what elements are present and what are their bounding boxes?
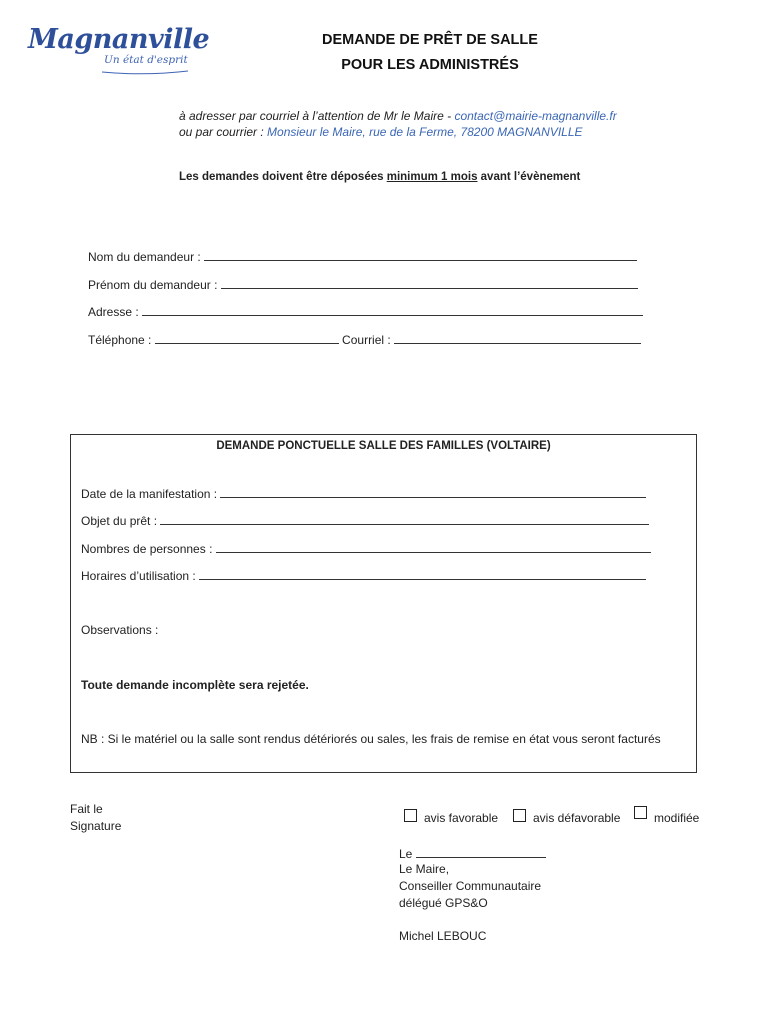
requester-address-field[interactable] — [88, 304, 643, 319]
maire-title: Le Maire, — [399, 862, 450, 876]
checkbox-avis-defavorable[interactable] — [513, 809, 526, 822]
postal-instruction-text: ou par courrier : — [179, 125, 268, 139]
request-box-title: DEMANDE PONCTUELLE SALLE DES FAMILLES (VOLTAIRE) — [216, 440, 551, 452]
requester-email-line[interactable] — [394, 332, 641, 344]
loan-object-line[interactable] — [160, 513, 649, 525]
delegue-title: délégué GPS&O — [399, 896, 488, 910]
fait-le-label: Fait le — [70, 802, 103, 816]
usage-hours-field[interactable] — [81, 568, 646, 583]
decision-date-field[interactable] — [399, 846, 546, 861]
event-date-line[interactable] — [220, 486, 646, 498]
people-count-field[interactable] — [81, 541, 651, 556]
avis-favorable-label: avis favorable — [424, 811, 499, 825]
incomplete-warning: Toute demande incomplète sera rejetée. — [81, 678, 309, 692]
magnanville-logo — [28, 24, 210, 76]
usage-hours-label: Horaires d’utilisation : — [81, 569, 200, 583]
avis-defavorable-label: avis défavorable — [533, 811, 621, 825]
logo-tagline: Un état d'esprit — [104, 54, 188, 66]
requester-name-label: Nom du demandeur : — [88, 250, 205, 264]
signatory-name: Michel LEBOUC — [399, 929, 487, 943]
requester-firstname-field[interactable] — [88, 277, 638, 292]
deadline-text-before: Les demandes doivent être déposées — [179, 171, 387, 183]
loan-object-field[interactable] — [81, 513, 649, 528]
requester-name-line[interactable] — [204, 249, 637, 261]
page-title-line1: DEMANDE DE PRÊT DE SALLE — [322, 32, 538, 48]
requester-address-label: Adresse : — [88, 305, 143, 319]
email-instruction-text: à adresser par courriel à l’attention de Mr le Maire - — [179, 109, 455, 123]
deadline-minimum: minimum 1 mois — [386, 171, 478, 183]
requester-address-line[interactable] — [142, 304, 643, 316]
requester-firstname-line[interactable] — [221, 277, 638, 289]
conseiller-title: Conseiller Communautaire — [399, 879, 542, 893]
event-date-field[interactable] — [81, 486, 646, 501]
logo-wordmark: Magnanville — [28, 24, 210, 55]
nb-notice: NB : Si le matériel ou la salle sont rendus détériorés ou sales, les frais de remise en état vous seront facturés — [81, 732, 661, 746]
observations-label: Observations : — [81, 623, 159, 637]
checkbox-avis-favorable[interactable] — [404, 809, 417, 822]
requester-email-label: Courriel : — [338, 333, 395, 347]
page-title-line2: POUR LES ADMINISTRÉS — [341, 57, 519, 73]
requester-phone-label: Téléphone : — [88, 333, 155, 347]
logo-swoosh-icon — [100, 68, 190, 76]
usage-hours-line[interactable] — [199, 568, 646, 580]
loan-object-label: Objet du prêt : — [81, 514, 161, 528]
requester-phone-line[interactable] — [155, 332, 339, 344]
postal-instruction — [179, 125, 583, 139]
requester-name-field[interactable] — [88, 249, 637, 264]
event-date-label: Date de la manifestation : — [81, 487, 221, 501]
people-count-label: Nombres de personnes : — [81, 542, 216, 556]
people-count-line[interactable] — [216, 541, 651, 553]
decision-date-line[interactable] — [416, 846, 546, 858]
requester-firstname-label: Prénom du demandeur : — [88, 278, 221, 292]
contact-email-link[interactable]: contact@mairie-magnanville.fr — [454, 109, 617, 123]
deadline-text-after: avant l’évènement — [477, 171, 581, 183]
postal-address: Monsieur le Maire, rue de la Ferme, 78200 MAGNANVILLE — [267, 125, 583, 139]
signature-label: Signature — [70, 819, 122, 833]
requester-contact-field[interactable] — [88, 332, 641, 347]
email-instruction — [179, 109, 617, 123]
request-box — [70, 434, 697, 773]
decision-date-label: Le — [399, 847, 416, 861]
deadline-notice — [179, 171, 580, 183]
checkbox-modifiee[interactable] — [634, 806, 647, 819]
modifiee-label: modifiée — [654, 811, 700, 825]
